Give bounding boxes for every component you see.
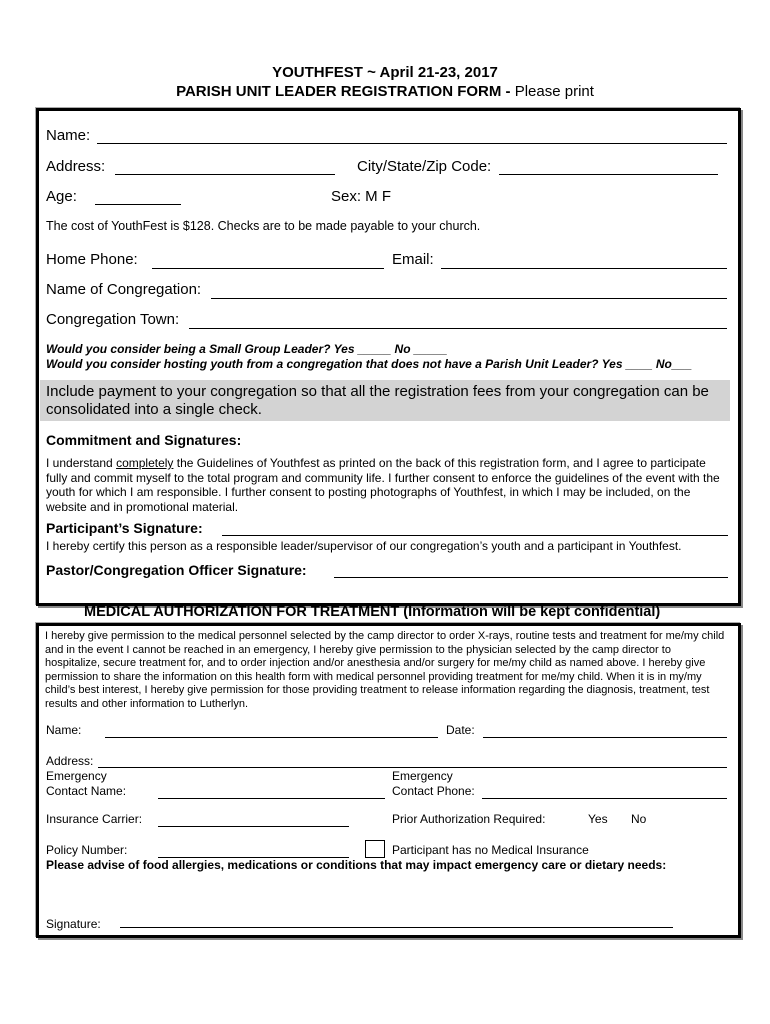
commitment-heading: Commitment and Signatures:	[46, 432, 242, 448]
small-group-leader-question[interactable]: Would you consider being a Small Group Leader? Yes _____ No _____	[46, 342, 448, 356]
allergies-prompt: Please advise of food allergies, medications or conditions that may impact emergency care or dietary needs:	[46, 858, 667, 872]
emergency-contact-name-field[interactable]	[158, 798, 385, 799]
cost-text: The cost of YouthFest is $128. Checks are to be made payable to your church.	[46, 219, 481, 233]
no-insurance-label: Participant has no Medical Insurance	[392, 843, 589, 857]
email-field[interactable]	[441, 268, 727, 269]
medical-signature-label: Signature:	[46, 917, 101, 931]
congregation-label: Name of Congregation:	[46, 281, 202, 298]
participant-signature-field[interactable]	[222, 535, 728, 536]
medical-date-label: Date:	[446, 723, 475, 737]
pastor-signature-field[interactable]	[334, 577, 728, 578]
commitment-underlined: completely	[116, 456, 174, 470]
age-label: Age:	[46, 188, 77, 205]
name-field[interactable]	[97, 143, 727, 144]
prior-authorization-no[interactable]: No	[631, 812, 647, 826]
commitment-text	[46, 456, 730, 514]
form-title: YOUTHFEST ~ April 21-23, 2017	[272, 64, 498, 81]
emergency-contact-phone-label-2: Contact Phone:	[392, 784, 475, 798]
address-label: Address:	[46, 158, 106, 175]
sex-label[interactable]: Sex: M F	[331, 188, 392, 205]
commitment-post: the Guidelines of Youthfest as printed on the back of this registration form, and I agree to participate fully and commit myself to the total program and community life. I further consent to enforce the guidelines of the event with the youth for which I am responsible. I further consent to posting photographs of Youthfest, in which I may be included, on the website and in promotional material.	[46, 456, 720, 514]
prior-authorization-yes[interactable]: Yes	[588, 812, 608, 826]
medical-permission-text: I hereby give permission to the medical personnel selected by the camp director to order X-rays, routine tests and treatment for me/my child and in the event I cannot be reached in an emergency, I hereby give permission to the physician selected by the camp director to hospitalize, secure treatment for, and to order injection and/or anesthesia and/or surgery for me/my child as named above. I hereby give permission to share the information on this health form with medical personnel providing treatment for me/my child. When it is in my/my child’s best interest, I hereby give permission for those providing treatment to release information regarding the diagnosis, treatment, test results and other information to Lutherlyn.	[45, 630, 725, 710]
emergency-contact-name-label-2: Contact Name:	[46, 784, 127, 798]
email-label: Email:	[392, 251, 434, 268]
participant-signature-label: Participant’s Signature:	[46, 520, 203, 536]
medical-name-field[interactable]	[105, 737, 438, 738]
medical-signature-field[interactable]	[120, 927, 673, 928]
congregation-town-label: Congregation Town:	[46, 311, 180, 328]
medical-date-field[interactable]	[483, 737, 727, 738]
commitment-pre: I understand	[46, 456, 117, 470]
form-subtitle-bold: PARISH UNIT LEADER REGISTRATION FORM -	[176, 83, 511, 100]
home-phone-label: Home Phone:	[46, 251, 138, 268]
city-state-zip-field[interactable]	[499, 174, 718, 175]
name-label: Name:	[46, 127, 91, 144]
policy-number-label: Policy Number:	[46, 843, 128, 857]
no-insurance-checkbox[interactable]	[365, 840, 385, 858]
form-subtitle	[0, 83, 770, 100]
emergency-contact-phone-field[interactable]	[482, 798, 727, 799]
medical-heading: MEDICAL AUTHORIZATION FOR TREATMENT (Information will be kept confidential)	[84, 604, 661, 620]
hosting-youth-question[interactable]: Would you consider hosting youth from a congregation that does not have a Parish Unit Leader? Yes ____ No___	[46, 357, 692, 371]
address-field[interactable]	[115, 174, 335, 175]
city-state-zip-label: City/State/Zip Code:	[357, 158, 492, 175]
certify-text: I hereby certify this person as a responsible leader/supervisor of our congregation’s youth and a participant in Youthfest.	[46, 539, 682, 553]
medical-address-field[interactable]	[98, 767, 727, 768]
form-subtitle-plain: Please print	[510, 83, 594, 100]
congregation-field[interactable]	[211, 298, 727, 299]
home-phone-field[interactable]	[152, 268, 384, 269]
medical-address-label: Address:	[46, 754, 94, 768]
insurance-carrier-field[interactable]	[158, 826, 349, 827]
congregation-town-field[interactable]	[189, 328, 727, 329]
prior-authorization-label: Prior Authorization Required:	[392, 812, 546, 826]
pastor-signature-label: Pastor/Congregation Officer Signature:	[46, 562, 307, 578]
emergency-contact-phone-label-1: Emergency	[392, 769, 453, 783]
insurance-carrier-label: Insurance Carrier:	[46, 812, 143, 826]
medical-name-label: Name:	[46, 723, 82, 737]
emergency-contact-name-label-1: Emergency	[46, 769, 107, 783]
payment-note: Include payment to your congregation so that all the registration fees from your congregation can be consolidated into a single check.	[46, 383, 709, 418]
age-field[interactable]	[95, 204, 181, 205]
